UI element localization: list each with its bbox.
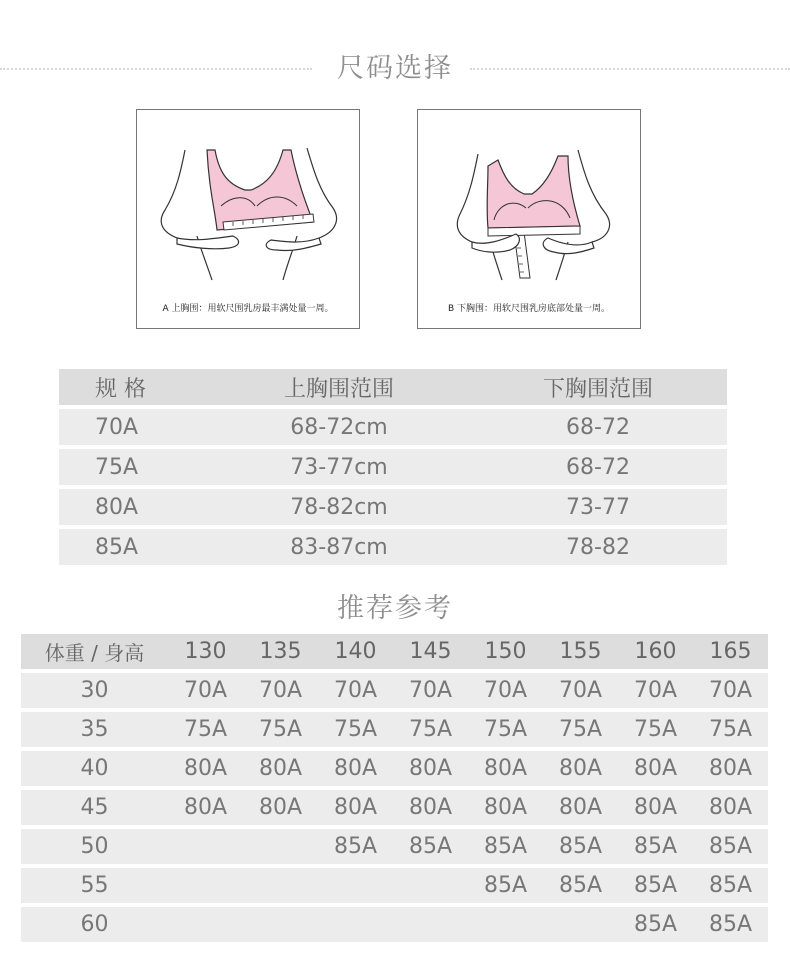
weight-cell: 45	[80, 795, 109, 820]
size-cell: 75A	[708, 717, 753, 742]
size-cell: 80A	[333, 756, 378, 781]
table-row	[59, 409, 727, 445]
size-cell: 70A	[558, 678, 603, 703]
size-cell: 70A	[708, 678, 753, 703]
size-cell: 80A	[333, 795, 378, 820]
lower-bust-cell: 73-77	[566, 494, 630, 520]
weight-height-corner: 体重 / 身高	[44, 641, 145, 665]
weight-cell: 50	[80, 834, 109, 859]
dotted-divider-right	[470, 68, 790, 70]
size-cell: 75A	[483, 717, 528, 742]
size-cell: 85A	[633, 912, 678, 937]
size-range-table	[59, 369, 727, 569]
upper-bust-diagram	[136, 109, 360, 329]
size-cell: 80A	[95, 494, 139, 520]
size-cell: 85A	[633, 834, 678, 859]
table-header-row	[21, 634, 768, 669]
lower-bust-diagram	[417, 109, 641, 329]
size-cell: 80A	[558, 756, 603, 781]
height-header: 150	[484, 639, 527, 664]
header-size: 规 格	[95, 376, 146, 402]
height-header: 130	[184, 639, 227, 664]
size-cell: 85A	[708, 873, 753, 898]
section-title: 推荐参考	[337, 593, 453, 624]
size-cell: 80A	[483, 795, 528, 820]
size-cell: 75A	[333, 717, 378, 742]
table-row	[59, 449, 727, 485]
size-cell: 70A	[258, 678, 303, 703]
size-cell: 85A	[633, 873, 678, 898]
size-cell: 85A	[333, 834, 378, 859]
table-row	[21, 751, 768, 786]
upper-bust-caption: A 上胸围：用软尺围乳房最丰满处量一周。	[162, 304, 334, 314]
upper-bust-cell: 68-72cm	[290, 414, 388, 440]
size-cell: 70A	[183, 678, 228, 703]
table-row	[59, 489, 727, 525]
header-lower-bust: 下胸围范围	[542, 376, 653, 402]
lower-bust-caption: B 下胸围：用软尺围乳房底部处量一周。	[447, 304, 611, 314]
size-cell: 75A	[95, 454, 139, 480]
size-cell: 80A	[183, 756, 228, 781]
table-row	[21, 829, 768, 864]
height-header: 160	[634, 639, 677, 664]
size-cell: 85A	[483, 834, 528, 859]
size-cell: 70A	[95, 414, 139, 440]
size-cell: 80A	[633, 795, 678, 820]
size-cell: 80A	[708, 795, 753, 820]
size-cell: 75A	[558, 717, 603, 742]
height-header: 135	[259, 639, 302, 664]
size-cell: 80A	[258, 756, 303, 781]
recommendation-table	[21, 634, 768, 946]
weight-cell: 30	[80, 678, 109, 703]
table-header-row	[59, 369, 727, 405]
size-cell: 85A	[408, 834, 453, 859]
lower-bust-cell: 78-82	[566, 534, 630, 560]
table-row	[21, 907, 768, 942]
table-row	[59, 529, 727, 565]
size-cell: 75A	[258, 717, 303, 742]
table-row	[21, 790, 768, 825]
size-cell: 80A	[558, 795, 603, 820]
height-header: 140	[334, 639, 377, 664]
size-cell: 75A	[183, 717, 228, 742]
size-cell: 80A	[408, 756, 453, 781]
height-header: 165	[709, 639, 752, 664]
height-header: 155	[559, 639, 602, 664]
weight-cell: 60	[80, 912, 109, 937]
lower-bust-cell: 68-72	[566, 414, 630, 440]
size-cell: 85A	[558, 834, 603, 859]
size-cell: 80A	[183, 795, 228, 820]
size-cell: 70A	[633, 678, 678, 703]
size-cell: 85A	[708, 912, 753, 937]
weight-cell: 55	[80, 873, 109, 898]
size-cell: 80A	[258, 795, 303, 820]
table-row	[21, 868, 768, 903]
size-cell: 85A	[708, 834, 753, 859]
size-cell: 70A	[483, 678, 528, 703]
upper-bust-cell: 73-77cm	[290, 454, 388, 480]
size-cell: 80A	[408, 795, 453, 820]
section-title: 尺码选择	[337, 53, 453, 84]
size-cell: 80A	[708, 756, 753, 781]
table-row	[21, 712, 768, 747]
weight-cell: 40	[80, 756, 109, 781]
size-cell: 85A	[95, 534, 139, 560]
size-cell: 70A	[408, 678, 453, 703]
table-row	[21, 673, 768, 708]
header-upper-bust: 上胸围范围	[283, 376, 394, 402]
size-cell: 85A	[558, 873, 603, 898]
recommendation-header	[0, 589, 790, 629]
weight-cell: 35	[80, 717, 109, 742]
upper-bust-cell: 78-82cm	[290, 494, 388, 520]
size-cell: 85A	[483, 873, 528, 898]
size-cell: 75A	[408, 717, 453, 742]
height-header: 145	[409, 639, 452, 664]
size-cell: 70A	[333, 678, 378, 703]
lower-bust-cell: 68-72	[566, 454, 630, 480]
lower-bust-illustration	[418, 110, 640, 328]
upper-bust-cell: 83-87cm	[290, 534, 388, 560]
size-cell: 80A	[633, 756, 678, 781]
size-cell: 75A	[633, 717, 678, 742]
size-selection-header	[0, 49, 790, 89]
upper-bust-illustration	[137, 110, 359, 328]
size-cell: 80A	[483, 756, 528, 781]
